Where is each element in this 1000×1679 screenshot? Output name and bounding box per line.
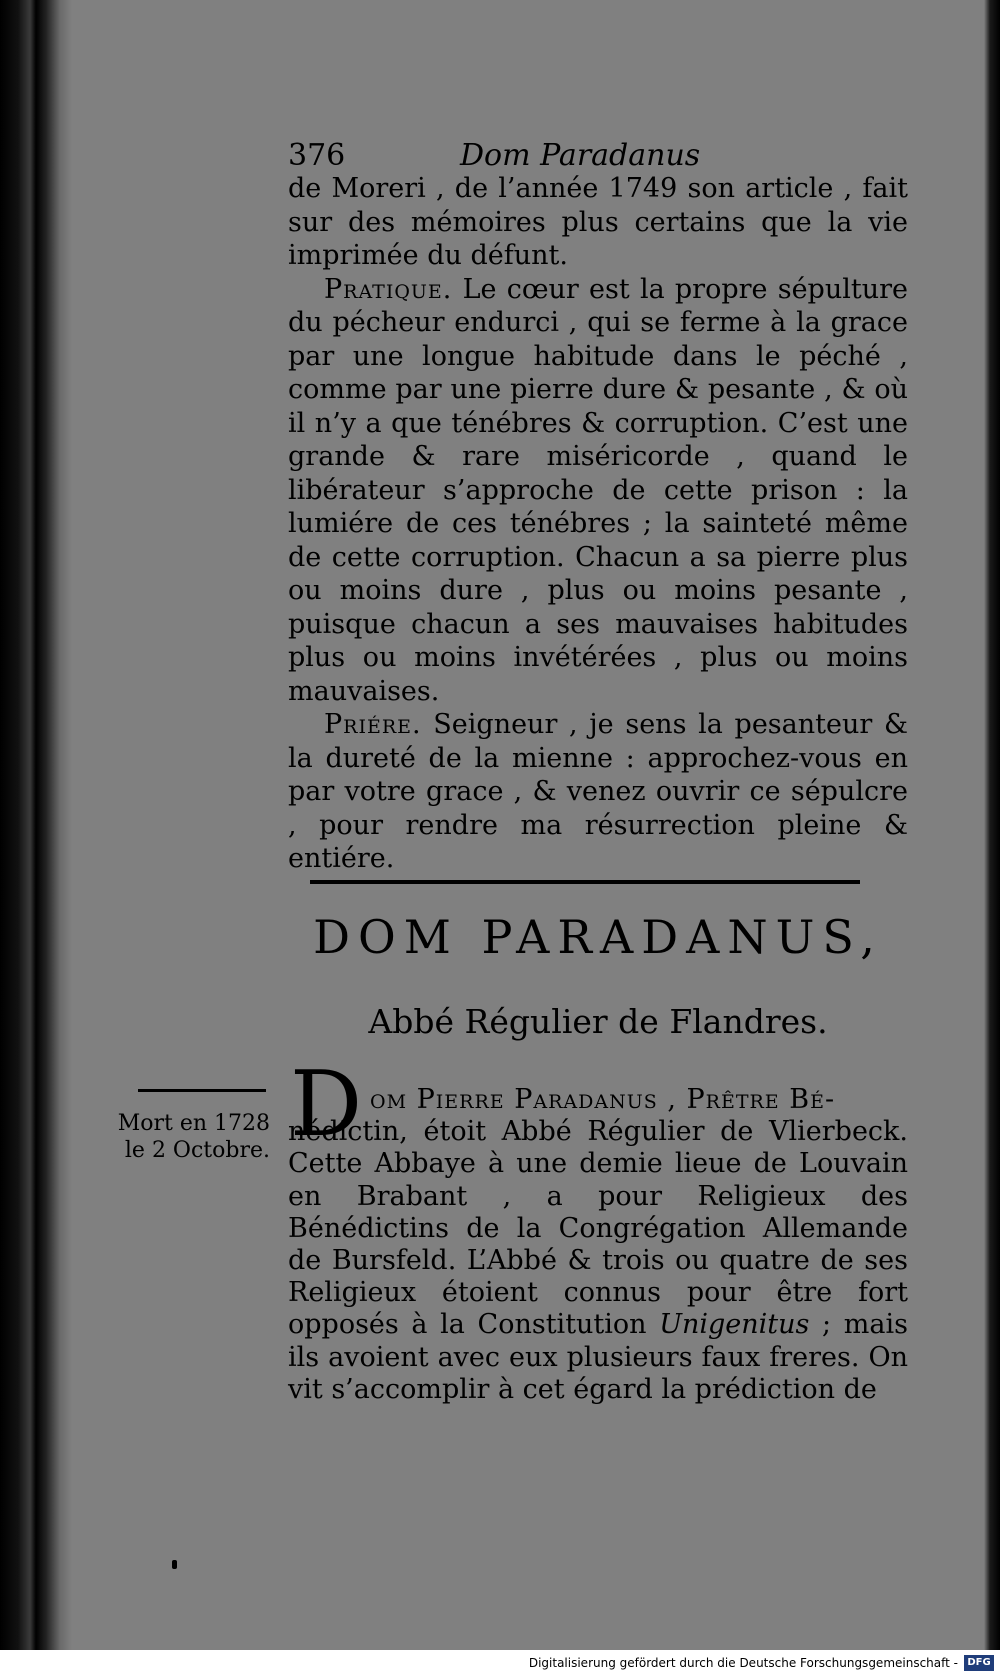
priere-text: Seigneur , je sens la pesanteur & la dureté de la mienne : approchez-vous en par votre grace , & venez ouvrir ce sépulcre , pour rendre ma résurrection pleine & entiére.	[288, 709, 908, 874]
pratique-label: Pratique.	[324, 273, 453, 305]
dfg-logo-icon: DFG	[964, 1655, 994, 1671]
previous-article-text	[288, 172, 908, 876]
priere-label: Priére.	[324, 709, 422, 740]
article-text	[288, 1084, 908, 1406]
drop-cap: D	[290, 1052, 363, 1157]
priere-paragraph	[288, 708, 908, 876]
ink-speck	[172, 1560, 177, 1569]
article-lead: om Pierre Paradanus , Prêtre Bé-	[370, 1084, 836, 1115]
unigenitus-term: Unigenitus	[659, 1309, 810, 1341]
footer-credit: Digitalisierung gefördert durch die Deutsche Forschungsgemeinschaft -	[528, 1656, 958, 1670]
margin-note: Mort en 1728 le 2 Octobre.	[117, 1111, 270, 1163]
section-divider	[310, 880, 860, 884]
page-number: 376	[288, 138, 346, 173]
pratique-text: Le cœur est la propre sépulture du pécheur endurci , qui se ferme à la grace par une longue habitude dans le péché , comme par une pierre dure & pesante , & où il n’y a que ténébres & corruption. C’est une grande & rare miséricorde , quand le libérateur s’approche de cette prison : la lumiére de ces ténébres ; la sainteté même de cette corruption. Chacun a sa pierre plus ou moins dure , plus ou moins pesante , puisque chacun a ses mauvaises habitudes plus ou moins invétérées , plus ou moins mauvaises.	[288, 273, 908, 707]
article-body: nédictin, étoit Abbé Régulier de Vlierbeck. Cette Abbaye à une demie lieue de Louvain en Brabant , a pour Religieux des Bénédictins de la Congrégation Allemande de Bursfeld. L’Abbé & trois ou quatre de ses Religieux étoient connus pour être fort opposés à la Constitution	[288, 1116, 908, 1341]
section-subtitle: Abbé Régulier de Flandres.	[368, 1002, 828, 1041]
continuation-paragraph: de Moreri , de l’année 1749 son article , fait sur des mémoires plus certains que la vie imprimée du défunt.	[288, 173, 908, 271]
pratique-paragraph	[288, 273, 908, 709]
section-title: DOM PARADANUS,	[313, 910, 883, 964]
running-title: Dom Paradanus	[460, 138, 701, 173]
footer-bar	[0, 1650, 1000, 1679]
margin-rule	[138, 1089, 266, 1092]
article-body-end: ; mais ils avoient avec eux plusieurs faux freres. On vit s’accomplir à cet égard la prédiction de	[288, 1309, 908, 1405]
